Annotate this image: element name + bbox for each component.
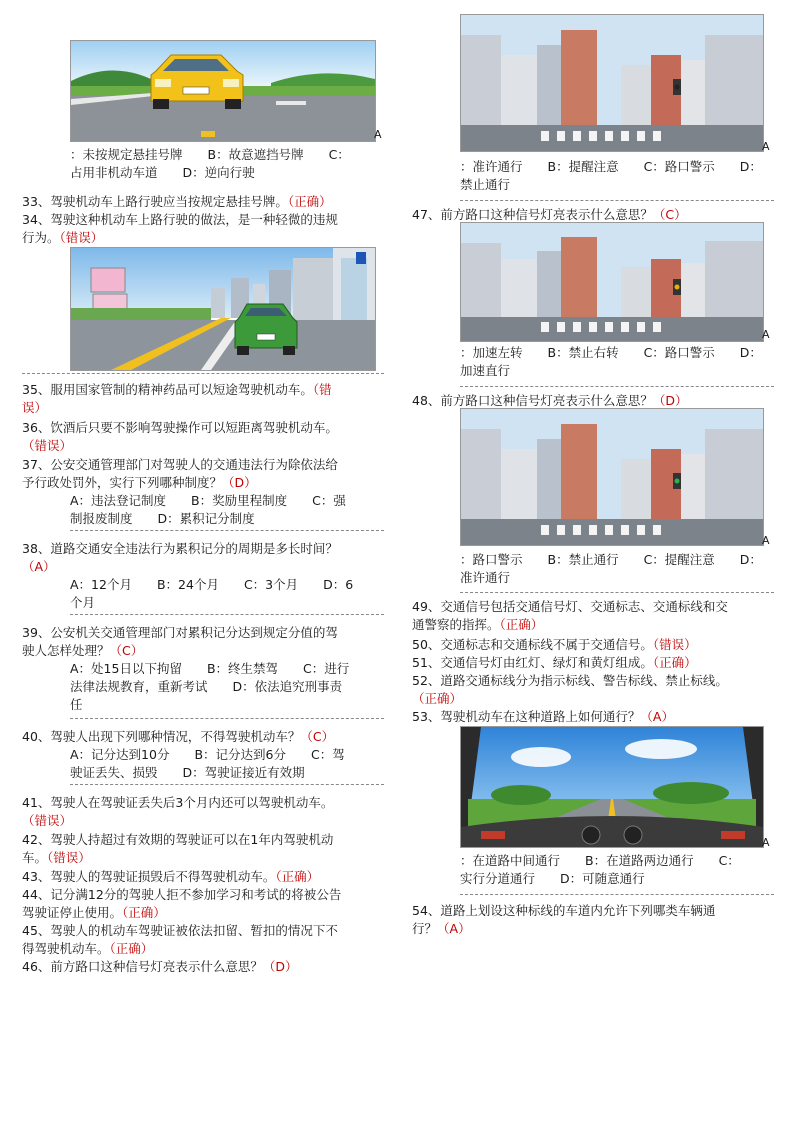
question-37-answer: （D） (222, 475, 257, 490)
question-36-answer: （错误） (22, 438, 73, 453)
question-49 (412, 598, 774, 634)
windshield-illustration (461, 727, 763, 847)
question-40-line1: 40、驾驶人出现下列哪种情况，不得驾驶机动车？ (22, 729, 301, 744)
question-37 (22, 456, 384, 528)
question-54-line1: 54、道路上划设这种标线的车道内允许下列哪类车辆通 (412, 903, 716, 918)
question-45-answer: （正确） (109, 941, 154, 956)
question-43-line1: 43、驾驶人的驾驶证损毁后不得驾驶机动车。 (22, 869, 276, 884)
q53-options (460, 852, 776, 888)
q46-options (460, 158, 776, 194)
question-38-options-line2: 个月 (70, 595, 96, 610)
divider (70, 614, 384, 615)
question-38 (22, 540, 384, 612)
question-50-line1: 50、交通标志和交通标线不属于交通信号。 (412, 637, 653, 652)
question-39 (22, 624, 384, 714)
question-45 (22, 922, 384, 958)
yellow-car-image (70, 40, 376, 142)
question-33-answer: （正确） (287, 194, 332, 209)
question-53-answer: （A） (640, 709, 674, 724)
question-48-line1: 48、前方路口这种信号灯亮表示什么意思？ (412, 393, 653, 408)
q48-options (460, 551, 776, 587)
question-44-answer: （正确） (122, 905, 166, 920)
question-38-answer: （A） (22, 559, 56, 574)
q48-options-line1: ：路口警示 B：禁止通行 C：提醒注意 D： (460, 552, 762, 567)
option-a-marker: A (762, 140, 770, 153)
question-51 (412, 654, 774, 672)
green-car-image (70, 247, 376, 371)
question-38-line1: 38、道路交通安全违法行为累积记分的周期是多长时间？ (22, 541, 338, 556)
question-52-answer: （正确） (412, 691, 463, 706)
question-45-line1: 45、驾驶人的机动车驾驶证被依法扣留、暂扣的情况下不 (22, 923, 338, 938)
question-48-answer: （D） (652, 393, 688, 408)
option-a-marker: A (374, 128, 382, 141)
question-33 (22, 193, 384, 211)
divider (460, 200, 774, 201)
q32-options-line1: ：未按规定悬挂号牌 B：故意遮挡号牌 C： (70, 147, 350, 162)
q47-options-line2: 加速直行 (460, 363, 511, 378)
question-53 (412, 708, 774, 726)
q47-options (460, 344, 776, 380)
question-50 (412, 636, 774, 654)
option-a-marker: A (762, 836, 770, 849)
question-40 (22, 728, 384, 782)
question-41 (22, 794, 384, 830)
q32-options-line2: 占用非机动车道 D：逆向行驶 (70, 165, 255, 180)
question-40-options-line2: 驶证丢失、损毁 D：驾驶证接近有效期 (70, 765, 305, 780)
question-39-options-line2: 法律法规教育，重新考试 D：依法追究刑事责 (70, 679, 343, 694)
question-46-line1: 46、前方路口这种信号灯亮表示什么意思？ (22, 959, 263, 974)
question-42-line2: 车。 (22, 850, 48, 865)
question-47-line1: 47、前方路口这种信号灯亮表示什么意思？ (412, 207, 653, 222)
question-52 (412, 672, 774, 708)
divider (70, 784, 384, 785)
question-42-line1: 42、驾驶人持超过有效期的驾驶证可以在1年内驾驶机动 (22, 832, 334, 847)
divider (22, 373, 384, 374)
intersection-image-q48 (460, 408, 764, 546)
intersection-image-q47 (460, 222, 764, 342)
question-35-answer-part1: （错 (312, 382, 332, 397)
question-34-line2: 行为。 (22, 230, 60, 245)
question-51-line1: 51、交通信号灯由红灯、绿灯和黄灯组成。 (412, 655, 653, 670)
intersection-illustration (461, 409, 763, 545)
q46-options-line2: 禁止通行 (460, 177, 511, 192)
question-54-answer: （A） (437, 921, 471, 936)
option-a-marker: A (762, 534, 770, 547)
question-41-answer: （错误） (22, 813, 73, 828)
question-37-line1: 37、公安交通管理部门对驾驶人的交通违法行为除依法给 (22, 457, 338, 472)
question-38-options-line1: A：12个月 B：24个月 C：3个月 D：6 (70, 577, 354, 592)
question-49-line1: 49、交通信号包括交通信号灯、交通标志、交通标线和交 (412, 599, 728, 614)
question-34-answer: （错误） (59, 230, 104, 245)
question-53-line1: 53、驾驶机动车在这种道路上如何通行？ (412, 709, 641, 724)
question-40-options-line1: A：记分达到10分 B：记分达到6分 C：驾 (70, 747, 345, 762)
question-39-line2: 驶人怎样处理？ (22, 643, 110, 658)
question-54-line2: 行？ (412, 921, 438, 936)
question-44 (22, 886, 384, 922)
question-52-line1: 52、道路交通标线分为指示标线、警告标线、禁止标线。 (412, 673, 728, 688)
option-a-marker: A (762, 328, 770, 341)
question-39-options-line1: A：处15日以下拘留 B：终生禁驾 C：进行 (70, 661, 350, 676)
intersection-illustration (461, 15, 763, 151)
question-33-text: 33、驾驶机动车上路行驶应当按规定悬挂号牌。 (22, 194, 288, 209)
question-36 (22, 419, 384, 455)
divider (70, 718, 384, 719)
question-35-answer-part2: 误） (22, 400, 48, 415)
question-50-answer: （错误） (652, 637, 697, 652)
question-49-line2: 通警察的指挥。 (412, 617, 500, 632)
green-car-illustration (71, 248, 375, 370)
question-44-line1: 44、记分满12分的驾驶人拒不参加学习和考试的将被公告 (22, 887, 342, 902)
question-43 (22, 868, 384, 886)
intersection-illustration (461, 223, 763, 341)
q32-options (70, 146, 390, 182)
question-37-options-line1: A：违法登记制度 B：奖励里程制度 C：强 (70, 493, 346, 508)
question-34-line1: 34、驾驶这种机动车上路行驶的做法，是一种轻微的违规 (22, 212, 338, 227)
question-37-options-line2: 制报废制度 D：累积记分制度 (70, 511, 255, 526)
question-46-answer: （D） (262, 959, 298, 974)
q53-options-line2: 实行分道通行 D：可随意通行 (460, 871, 645, 886)
question-39-answer: （C） (109, 643, 144, 658)
question-39-line1: 39、公安机关交通管理部门对累积记分达到规定分值的驾 (22, 625, 338, 640)
question-44-line2: 驾驶证停止使用。 (22, 905, 123, 920)
question-39-options-line3: 任 (70, 697, 83, 712)
question-34 (22, 211, 384, 247)
question-42 (22, 831, 384, 867)
windshield-view-image (460, 726, 764, 848)
question-43-answer: （正确） (275, 869, 320, 884)
question-45-line2: 得驾驶机动车。 (22, 941, 110, 956)
question-51-answer: （正确） (652, 655, 697, 670)
q46-options-line1: ：准许通行 B：提醒注意 C：路口警示 D： (460, 159, 762, 174)
q47-options-line1: ：加速左转 B：禁止右转 C：路口警示 D： (460, 345, 762, 360)
question-46 (22, 958, 384, 976)
question-47-answer: （C） (652, 207, 687, 222)
question-35 (22, 381, 384, 417)
question-41-line1: 41、驾驶人在驾驶证丢失后3个月内还可以驾驶机动车。 (22, 795, 334, 810)
question-40-answer: （C） (300, 729, 335, 744)
q53-options-line1: ：在道路中间通行 B：在道路两边通行 C： (460, 853, 740, 868)
divider (460, 894, 774, 895)
question-49-answer: （正确） (499, 617, 544, 632)
divider (70, 530, 384, 531)
question-42-answer: （错误） (47, 850, 91, 865)
yellow-car-illustration (71, 41, 375, 141)
question-54 (412, 902, 774, 938)
question-36-line1: 36、饮酒后只要不影响驾驶操作可以短距离驾驶机动车。 (22, 420, 338, 435)
divider (460, 592, 774, 593)
intersection-image-q46 (460, 14, 764, 152)
question-35-line1: 35、服用国家管制的精神药品可以短途驾驶机动车。 (22, 382, 313, 397)
q48-options-line2: 准许通行 (460, 570, 511, 585)
question-37-line2: 予行政处罚外，实行下列哪种制度？ (22, 475, 223, 490)
divider (460, 386, 774, 387)
